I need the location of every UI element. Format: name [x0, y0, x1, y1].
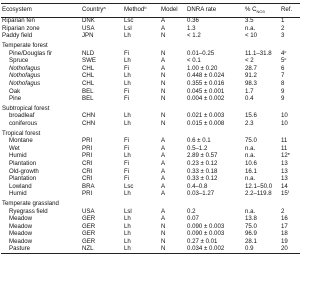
table-row	[1, 80, 300, 88]
percent-cell: 91.2	[245, 72, 257, 80]
country-cell: CRI	[82, 175, 93, 183]
model-cell: N	[161, 230, 166, 238]
country-cell: NZL	[81, 246, 123, 254]
reference-number: 1	[281, 17, 285, 25]
percent-cell: 13.8	[245, 215, 257, 223]
model-cell: N	[161, 80, 166, 87]
section-label: Tropical forest	[2, 129, 41, 137]
reference-cell	[280, 191, 300, 199]
percent-cell: 96.9	[245, 230, 257, 238]
country-cell: GER	[82, 222, 96, 230]
model-cell: N	[161, 237, 166, 245]
model-cell: A	[161, 167, 166, 175]
section-row	[1, 198, 300, 208]
percent-cell: n.a.	[245, 24, 256, 32]
model-cell: N	[161, 119, 166, 127]
method-cell: Fi	[124, 167, 130, 175]
dnra-rate-cell: 1.3	[187, 24, 196, 32]
country-cell: SWE	[82, 57, 96, 65]
country-cell: PRI	[82, 144, 93, 152]
ecosystem-cell: Pine/Douglas fir	[9, 49, 53, 57]
dnra-rate-cell: 0.01–0.25	[187, 49, 215, 57]
method-cell: Lh	[124, 152, 131, 160]
header-ecosystem: Ecosystem	[1, 4, 81, 18]
ecosystem-cell: Plantation	[9, 159, 37, 167]
method-cell: Lh	[124, 190, 131, 198]
model-cell: A	[161, 215, 166, 223]
country-cell: PRI	[82, 152, 93, 160]
ecosystem-cell: Ryegrass field	[9, 207, 48, 215]
model-cell: N	[161, 95, 166, 103]
country-cell: DNK	[82, 17, 95, 25]
reference-number: 11	[281, 144, 288, 152]
dnra-rate-cell: 0.33 ± 0.18	[187, 167, 218, 175]
dnra-rate-cell: 0.015 ± 0.008	[187, 119, 225, 127]
footnote-marker: e	[287, 151, 291, 157]
ecosystem-cell: Spruce	[9, 57, 29, 65]
model-cell: A	[161, 24, 166, 32]
model-cell: N	[161, 222, 166, 230]
table-row	[1, 215, 300, 223]
model-cell: A	[161, 144, 166, 152]
method-cell: Lh	[123, 246, 160, 254]
method-cell: Lh	[124, 80, 131, 87]
reference-number: 3	[281, 32, 285, 40]
section-label: Temperate grassland	[2, 199, 59, 207]
table-row	[1, 231, 300, 239]
percent-cell: 2.2–119.8	[245, 190, 272, 198]
reference-number: 7	[281, 72, 285, 80]
percent-cell: < 10	[245, 32, 258, 40]
dnra-rate-cell: 0.034 ± 0.002	[186, 246, 244, 254]
dnra-rate-cell: 0.27 ± 0.01	[187, 237, 218, 245]
reference-number: 16	[281, 215, 288, 223]
percent-cell: 28.1	[245, 237, 257, 245]
model-cell: A	[161, 57, 166, 65]
country-cell: CRI	[82, 167, 93, 175]
country-cell: PRI	[82, 137, 93, 145]
reference-number: 9	[281, 87, 285, 95]
reference-number: 13	[281, 167, 288, 175]
method-cell: Fi	[124, 175, 130, 183]
percent-cell: 3.5	[245, 17, 254, 25]
model-cell: N	[161, 87, 166, 95]
dnra-rates-table	[1, 3, 300, 254]
country-cell: GER	[82, 237, 96, 245]
ecosystem-cell: Riparian zone	[2, 24, 40, 32]
table-row	[1, 95, 300, 103]
country-cell: PRI	[82, 190, 93, 198]
country-cell: CHL	[82, 64, 95, 72]
method-cell: Lsl	[124, 207, 132, 215]
country-cell: BRA	[82, 182, 95, 190]
model-cell: A	[161, 152, 166, 160]
dnra-rate-cell: 0.36	[187, 17, 199, 25]
model-cell: A	[161, 159, 166, 167]
reference-number: 10	[281, 119, 288, 127]
percent-cell: n.a.	[245, 207, 256, 215]
table-row	[1, 238, 300, 246]
reference-number: 12	[281, 152, 288, 160]
method-cell: Lh	[124, 230, 131, 238]
reference-number: 11	[281, 137, 288, 145]
percent-cell: 16.1	[245, 167, 257, 175]
reference-number: 9	[281, 95, 285, 103]
dnra-rate-cell: 0.090 ± 0.003	[187, 230, 225, 238]
method-cell: Lh	[124, 237, 131, 245]
percent-cell: 11.1–31.8	[245, 49, 272, 57]
header-country: Country$^a$	[81, 4, 123, 18]
ecosystem-cell: Nothofagus	[9, 72, 41, 80]
method-cell: Lh	[124, 112, 131, 120]
percent-cell: 10.6	[245, 159, 257, 167]
footnote-marker: b	[144, 5, 147, 11]
percent-cell: 15.6	[245, 112, 257, 120]
model-cell: A	[161, 17, 166, 25]
table-row	[1, 246, 300, 254]
table-header-row	[1, 4, 300, 18]
percent-cell: 75.0	[245, 222, 257, 230]
reference-number: 20	[281, 245, 288, 253]
reference-number: 10	[281, 112, 288, 120]
method-cell: Lh	[124, 32, 131, 40]
dnra-rate-cell: 0.03–1.27	[187, 190, 215, 198]
header-percent-cno3: % $C_{NO3}$	[244, 4, 280, 18]
method-cell: Lh	[124, 215, 131, 223]
ecosystem-cell: Meadow	[9, 237, 33, 245]
method-cell: Lsc	[124, 182, 134, 190]
country-cell: CHN	[82, 112, 96, 120]
table-row	[1, 191, 300, 199]
percent-cell: 2.3	[245, 119, 254, 127]
table-row	[1, 120, 300, 128]
section-row	[1, 128, 300, 138]
country-cell: BEL	[82, 87, 94, 95]
ecosystem-cell: Humid	[9, 152, 27, 160]
percent-cell: n.a.	[245, 144, 256, 152]
table-row	[1, 57, 300, 65]
method-cell: Fi	[124, 144, 130, 152]
country-cell: JPN	[82, 32, 94, 40]
ecosystem-cell: Nothofagus	[9, 64, 41, 72]
dnra-rate-cell: 0.355 ± 0.016	[187, 80, 225, 87]
percent-cell: 98.3	[245, 80, 257, 87]
table-row	[1, 88, 300, 96]
footnote-marker: c	[284, 56, 287, 62]
ecosystem-cell: Meadow	[9, 215, 33, 223]
method-cell: Lsl	[124, 24, 132, 32]
percent-cell: 0.4	[245, 95, 254, 103]
ecosystem-cell: Lowland	[9, 182, 32, 190]
method-cell: Fi	[124, 64, 130, 72]
ecosystem-cell: Meadow	[9, 230, 33, 238]
ecosystem-cell: Humid	[9, 190, 27, 198]
ecosystem-cell: Nothofagus	[9, 80, 41, 87]
percent-cell: < 2	[245, 57, 254, 65]
reference-cell	[280, 246, 300, 254]
table-row	[1, 33, 300, 41]
table-row	[1, 175, 300, 183]
model-cell: N	[161, 72, 166, 80]
ecosystem-cell: Paddy field	[2, 32, 33, 40]
ecosystem-cell: Riparian fen	[2, 17, 35, 25]
reference-number: 13	[281, 175, 288, 183]
method-cell: Lh	[124, 119, 131, 127]
reference-number: 18	[281, 230, 288, 238]
ecosystem-cell: broadleaf	[9, 112, 35, 120]
section-label: Subtropical forest	[2, 104, 50, 112]
footnote-marker: a	[103, 5, 106, 11]
model-cell: A	[161, 137, 166, 145]
footnote-marker: f	[287, 189, 289, 195]
model-cell: A	[161, 207, 166, 215]
ecosystem-cell: Montane	[9, 137, 33, 145]
dnra-rate-cell: 0.021 ± 0.003	[187, 112, 225, 120]
ecosystem-cell: Meadow	[9, 222, 33, 230]
reference-cell	[280, 120, 300, 128]
country-cell: NLD	[82, 49, 95, 57]
section-label: Temperate forest	[2, 42, 48, 50]
header-dnra-rate: DNRA rate	[186, 4, 244, 18]
reference-number: 6	[281, 64, 285, 72]
reference-number: 13	[281, 159, 288, 167]
table-row	[1, 137, 300, 145]
method-cell: Fi	[124, 159, 130, 167]
percent-cell: 1.7	[245, 87, 254, 95]
country-cell: CRI	[82, 159, 93, 167]
reference-number: 14	[281, 182, 288, 190]
dnra-rate-cell: 0.448 ± 0.024	[187, 72, 225, 80]
footnote-marker: c	[284, 48, 287, 54]
dnra-rate-cell: 0.5–1.2	[187, 144, 208, 152]
percent-cell: n.a.	[245, 152, 256, 160]
ecosystem-cell: Pasture	[1, 246, 81, 254]
header-reference: Ref.	[280, 4, 300, 18]
method-cell: Fi	[124, 49, 130, 57]
method-cell: Fi	[124, 87, 130, 95]
method-cell: Fi	[124, 95, 130, 103]
header-model: Model	[160, 4, 186, 18]
reference-number: 5	[281, 57, 285, 65]
reference-number: 8	[281, 80, 285, 87]
model-cell: A	[161, 190, 166, 198]
country-cell: USA	[82, 24, 95, 32]
dnra-rate-cell: 0.6 ± 0.1	[187, 137, 211, 145]
table-row	[1, 17, 300, 25]
reference-cell	[280, 33, 300, 41]
table-row	[1, 160, 300, 168]
reference-number: 15	[281, 190, 288, 198]
method-cell: Lh	[124, 57, 131, 65]
subscript: NO3	[256, 9, 265, 15]
dnra-rate-cell: 0.33 ± 0.12	[187, 175, 218, 183]
ecosystem-cell: Old-growth	[9, 167, 39, 175]
table-row	[1, 50, 300, 58]
dnra-rate-cell: 0.07	[187, 215, 199, 223]
table-body	[1, 17, 300, 254]
country-cell: CHL	[82, 72, 95, 80]
ecosystem-cell: Pine	[9, 95, 22, 103]
percent-cell: 12.1–50.0	[245, 182, 273, 190]
header-method: Method$^b$	[123, 4, 160, 18]
country-cell: CHL	[82, 80, 95, 87]
ecosystem-cell: Wet	[9, 144, 20, 152]
country-cell: BEL	[82, 95, 94, 103]
dnra-rate-cell: 1.00 ± 0.20	[187, 64, 218, 72]
reference-number: 2	[281, 207, 285, 215]
ecosystem-cell: Oak	[9, 87, 21, 95]
method-cell: Fi	[124, 137, 130, 145]
country-cell: USA	[82, 207, 95, 215]
reference-number: 17	[281, 222, 288, 230]
ecosystem-cell: coniferous	[9, 119, 38, 127]
percent-cell: 75.0	[245, 137, 257, 145]
model-cell: A	[161, 64, 166, 72]
dnra-rate-cell: < 1.2	[187, 32, 201, 40]
country-cell: GER	[82, 230, 96, 238]
reference-number: 19	[281, 237, 288, 245]
table-row	[1, 168, 300, 176]
dnra-rate-cell: 0.004 ± 0.002	[187, 95, 225, 103]
model-cell: N	[161, 112, 166, 120]
dnra-rate-cell: 0.090 ± 0.003	[187, 222, 225, 230]
table-row	[1, 145, 300, 153]
model-cell: N	[160, 246, 186, 254]
method-cell: Lsc	[124, 17, 134, 25]
model-cell: A	[161, 175, 166, 183]
table-row	[1, 113, 300, 121]
dnra-rate-cell: 0.23 ± 0.12	[187, 159, 218, 167]
model-cell: N	[161, 49, 166, 57]
reference-number: 4	[281, 49, 285, 57]
model-cell: A	[161, 182, 166, 190]
model-cell: N	[161, 32, 166, 40]
method-cell: Lh	[124, 72, 131, 80]
method-cell: Lh	[124, 222, 131, 230]
dnra-rate-cell: 0.2	[187, 207, 196, 215]
dnra-rate-cell: 2.89 ± 0.57	[187, 152, 218, 160]
reference-cell	[280, 95, 300, 103]
dnra-rate-cell: 0.4–0.8	[187, 182, 208, 190]
section-row	[1, 103, 300, 113]
reference-number: 2	[281, 24, 285, 32]
percent-cell: 0.9	[244, 246, 280, 254]
ecosystem-cell: Plantation	[9, 175, 37, 183]
percent-cell: n.a.	[245, 175, 256, 183]
country-cell: GER	[82, 215, 96, 223]
dnra-rate-cell: < 0.1	[187, 57, 201, 65]
section-row	[1, 40, 300, 50]
country-cell: CHN	[82, 119, 96, 127]
dnra-rate-cell: 0.045 ± 0.001	[187, 87, 225, 95]
percent-cell: 28.7	[245, 64, 257, 72]
